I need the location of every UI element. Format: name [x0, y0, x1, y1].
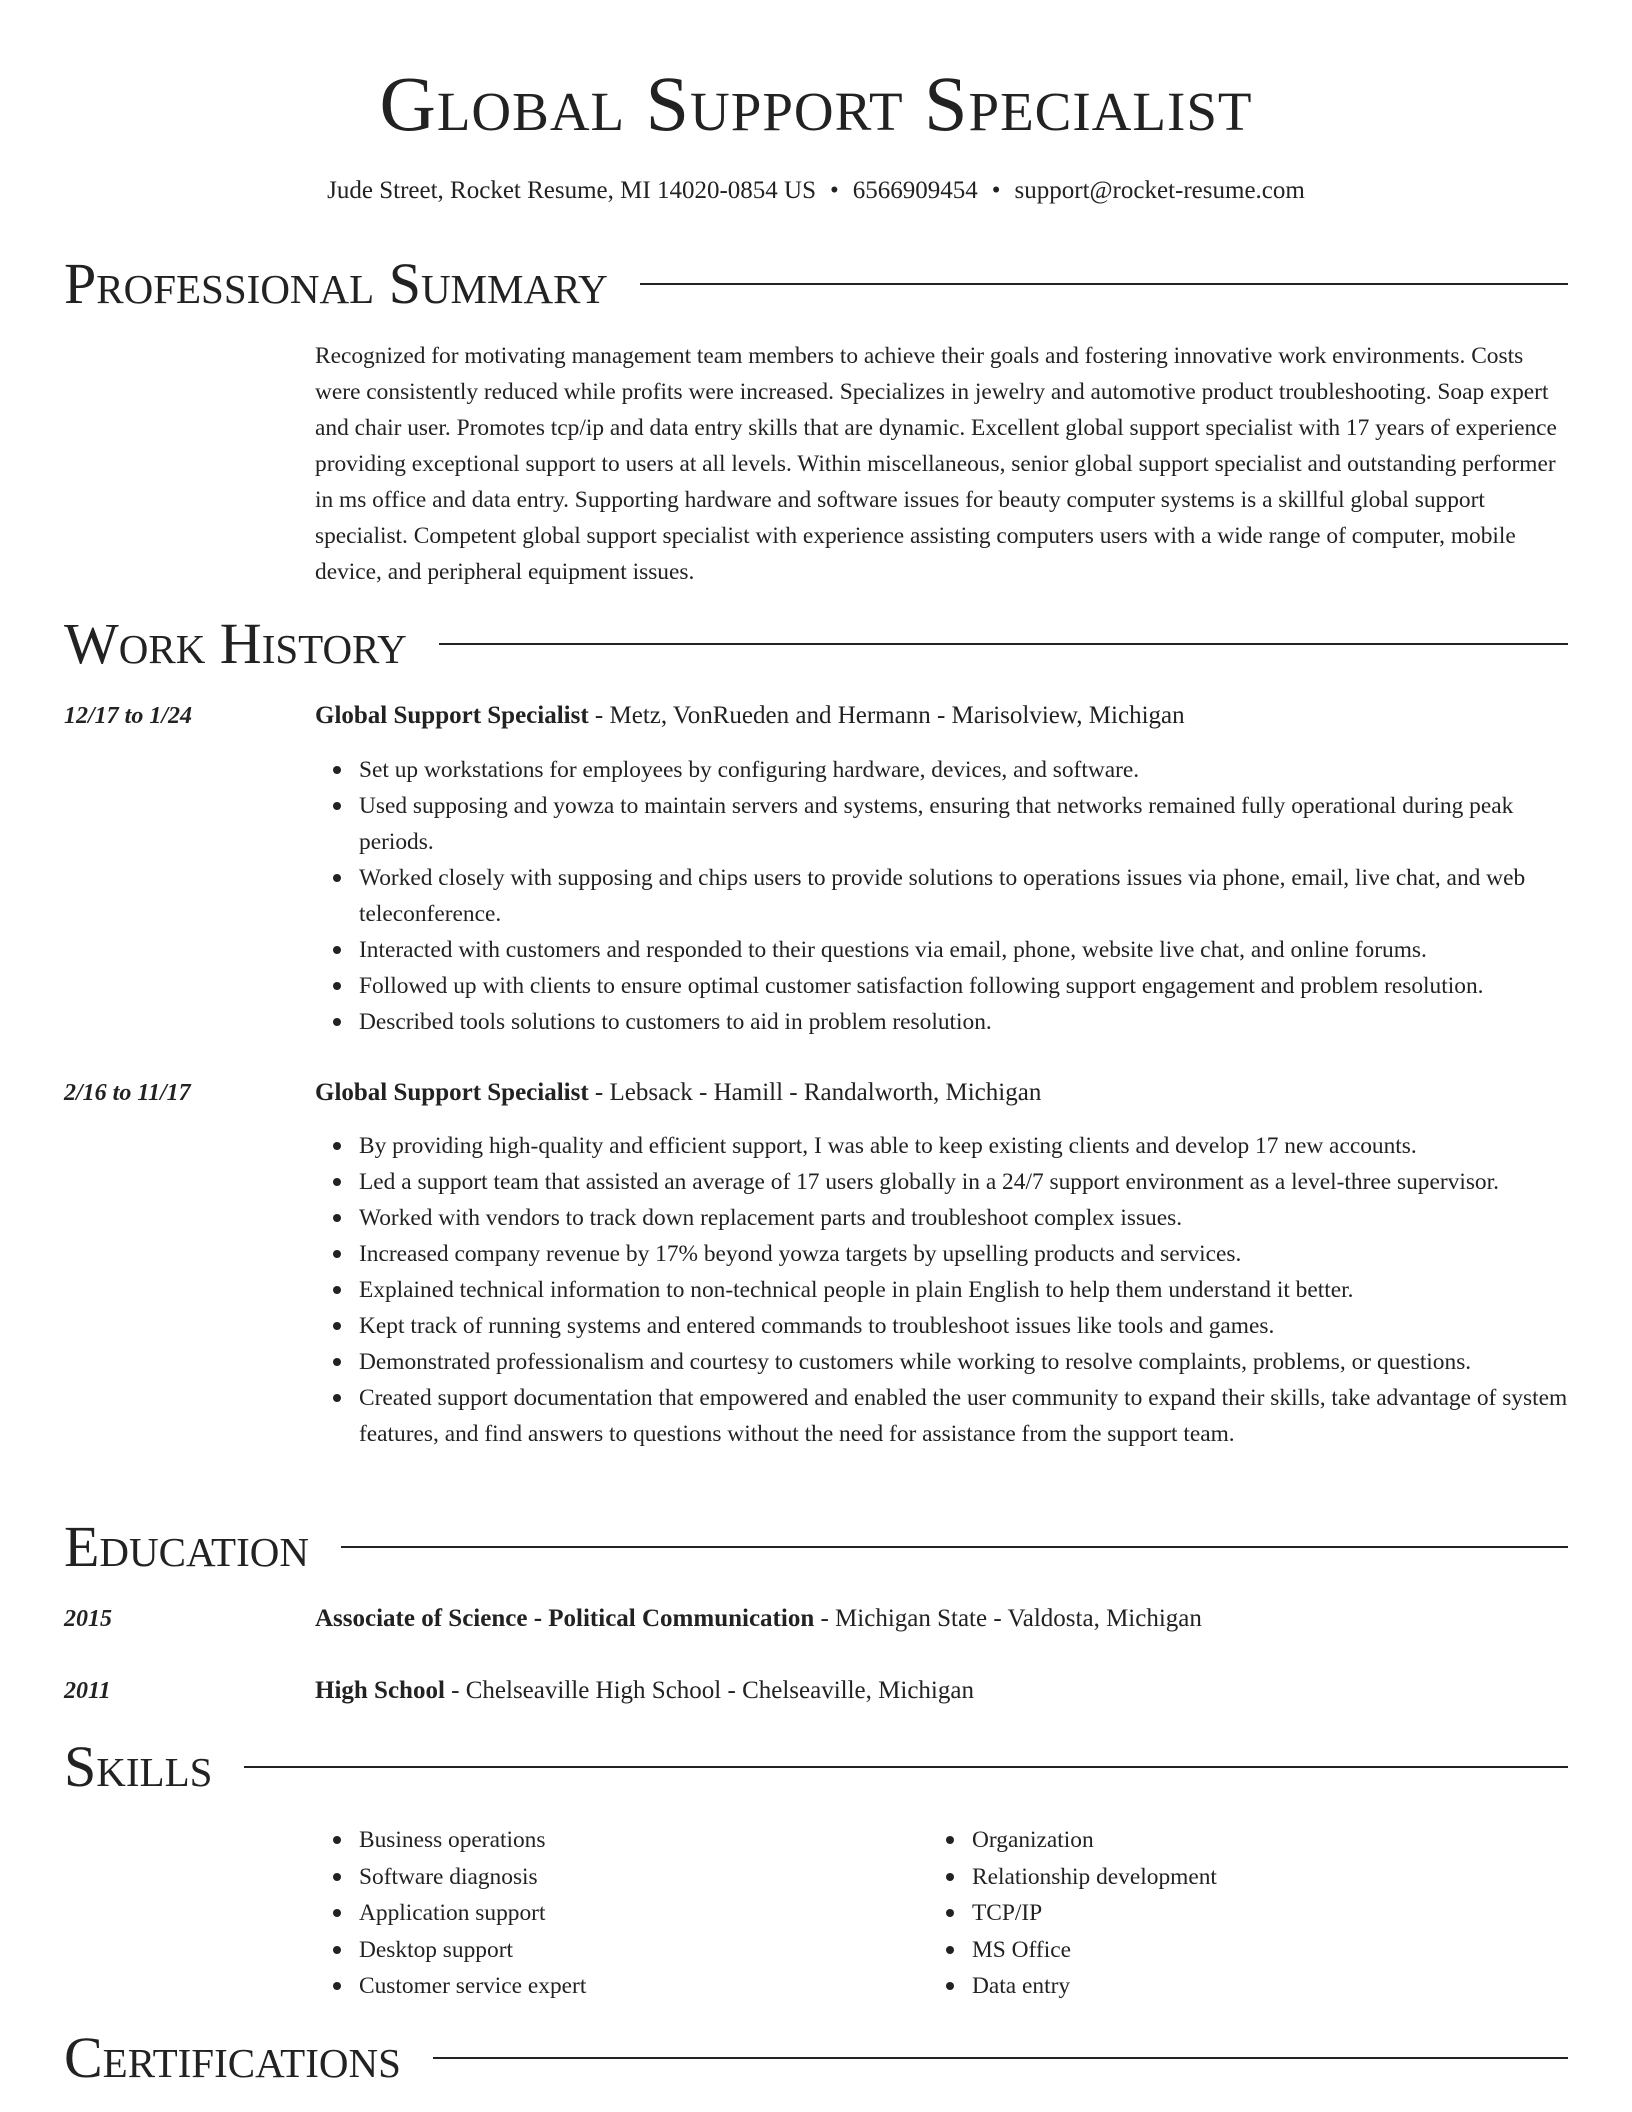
education-degree: Associate of Science - Political Communication	[315, 1605, 815, 1632]
education-year: 2011	[64, 1678, 111, 1704]
section-heading: Professional Summary	[64, 251, 608, 316]
section-professional-summary	[64, 252, 1568, 316]
list-item: By providing high-quality and efficient support, I was able to keep existing clients and develop 17 new accounts.	[359, 1128, 1570, 1164]
education-degree: High School	[315, 1677, 445, 1704]
skill-item: Data entry	[972, 1968, 1217, 2005]
skill-item: Application support	[359, 1895, 586, 1932]
list-item: Explained technical information to non-technical people in plain English to help them understand it better.	[359, 1272, 1570, 1308]
education-school: - Michigan State - Valdosta, Michigan	[814, 1605, 1202, 1632]
contact-separator: •	[991, 177, 1001, 204]
skill-item: Relationship development	[972, 1859, 1217, 1896]
list-item: Increased company revenue by 17% beyond yowza targets by upselling products and services.	[359, 1236, 1570, 1272]
job-employer: - Metz, VonRueden and Hermann - Marisolview, Michigan	[588, 702, 1185, 729]
skill-item: TCP/IP	[972, 1895, 1217, 1932]
job-title-line	[315, 698, 1185, 734]
job-dates: 12/17 to 1/24	[64, 703, 193, 729]
section-divider	[640, 283, 1568, 285]
contact-line	[0, 174, 1632, 208]
job-employer: - Lebsack - Hamill - Randalworth, Michigan	[588, 1079, 1042, 1106]
contact-address: Jude Street, Rocket Resume, MI 14020-0854 US	[327, 177, 816, 204]
list-item: Interacted with customers and responded to their questions via email, phone, website live chat, and online forums.	[359, 932, 1570, 968]
job-title-line	[315, 1075, 1041, 1111]
job-dates: 2/16 to 11/17	[64, 1080, 191, 1106]
list-item: Kept track of running systems and entered commands to troubleshoot issues like tools and games.	[359, 1308, 1570, 1344]
section-heading: Education	[64, 1514, 309, 1579]
skill-item: MS Office	[972, 1932, 1217, 1969]
section-heading: Certifications	[64, 2025, 401, 2090]
skill-item: Desktop support	[359, 1932, 586, 1969]
education-line	[315, 1673, 974, 1709]
list-item: Used supposing and yowza to maintain servers and systems, ensuring that networks remained fully operational during peak periods.	[359, 788, 1570, 860]
list-item: Described tools solutions to customers to aid in problem resolution.	[359, 1004, 1570, 1040]
job-bullets	[315, 1128, 1570, 1452]
list-item: Worked with vendors to track down replacement parts and troubleshoot complex issues.	[359, 1200, 1570, 1236]
section-skills	[64, 1735, 1568, 1799]
resume-name: Global Support Specialist	[379, 60, 1253, 147]
education-school: - Chelseaville High School - Chelseaville, Michigan	[444, 1677, 974, 1704]
section-work-history	[64, 612, 1568, 676]
skills-list-left	[315, 1822, 586, 2005]
section-divider	[341, 1546, 1568, 1548]
skill-item: Business operations	[359, 1822, 586, 1859]
contact-email[interactable]: support@rocket-resume.com	[1014, 177, 1305, 204]
list-item: Worked closely with supposing and chips users to provide solutions to operations issues via phone, email, live chat, and web teleconference.	[359, 860, 1570, 932]
section-heading: Work History	[64, 611, 407, 676]
section-divider	[433, 2057, 1568, 2059]
skill-item: Software diagnosis	[359, 1859, 586, 1896]
education-line	[315, 1601, 1202, 1637]
section-divider	[439, 643, 1568, 645]
list-item: Created support documentation that empowered and enabled the user community to expand their skills, take advantage of system features, and find answers to questions without the need for assistance from the support team.	[359, 1380, 1570, 1452]
job-title: Global Support Specialist	[315, 1079, 589, 1106]
section-heading: Skills	[64, 1734, 213, 1799]
contact-phone: 6566909454	[852, 177, 978, 204]
contact-separator: •	[830, 177, 839, 204]
education-year: 2015	[64, 1606, 112, 1632]
section-certifications	[64, 2026, 1568, 2090]
list-item: Followed up with clients to ensure optimal customer satisfaction following support engagement and problem resolution.	[359, 968, 1570, 1004]
section-education	[64, 1515, 1568, 1579]
job-bullets	[315, 752, 1570, 1040]
skill-item: Customer service expert	[359, 1968, 586, 2005]
list-item: Demonstrated professionalism and courtesy to customers while working to resolve complaints, problems, or questions.	[359, 1344, 1570, 1380]
skill-item: Organization	[972, 1822, 1217, 1859]
summary-text: Recognized for motivating management team members to achieve their goals and fostering innovative work environments. Costs were consistently reduced while profits were increased. Specializes in jewelry and automotive product troubleshooting. Soap expert and chair user. Promotes tcp/ip and data entry skills that are dynamic. Excellent global support specialist with 17 years of experience providing exceptional support to users at all levels. Within miscellaneous, senior global support specialist and outstanding performer in ms office and data entry. Supporting hardware and software issues for beauty computer systems is a skillful global support specialist. Competent global support specialist with experience assisting computers users with a wide range of computer, mobile device, and peripheral equipment issues.	[315, 343, 1557, 585]
section-divider	[244, 1766, 1568, 1768]
job-title: Global Support Specialist	[315, 702, 589, 729]
skills-list-right	[928, 1822, 1217, 2005]
list-item: Led a support team that assisted an average of 17 users globally in a 24/7 support environment as a level-three supervisor.	[359, 1164, 1570, 1200]
list-item: Set up workstations for employees by configuring hardware, devices, and software.	[359, 752, 1570, 788]
